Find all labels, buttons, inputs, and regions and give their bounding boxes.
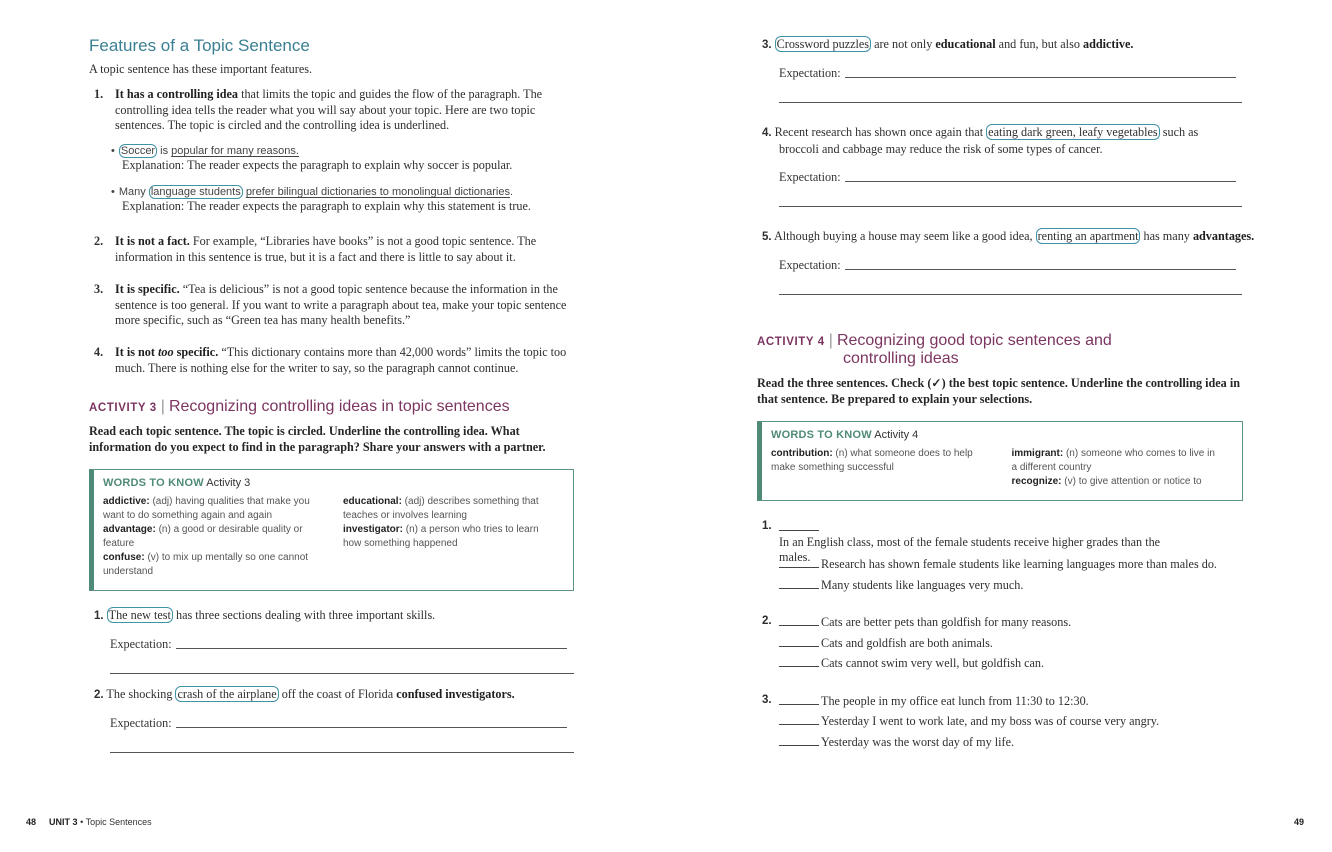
group-number: 1. bbox=[762, 520, 772, 532]
feature-text: For example, “Libraries have books” is not a good topic sentence. The bbox=[189, 234, 537, 248]
expectation-answer-line[interactable] bbox=[845, 77, 1236, 78]
item-text: off the coast of Florida bbox=[278, 687, 397, 701]
bullet: • bbox=[111, 145, 115, 157]
expectation-answer-line[interactable] bbox=[176, 727, 567, 728]
choice-text: The people in my office eat lunch from 11:30 to 12:30. bbox=[821, 694, 1089, 708]
vocab-definition: (adj) describes something that teaches or involves learning bbox=[343, 496, 539, 521]
vocab-entry bbox=[771, 447, 982, 475]
item-bold: educational bbox=[935, 37, 996, 51]
item-bold: confused investigators. bbox=[396, 687, 515, 701]
item-text: has three sections dealing with three important skills. bbox=[172, 608, 436, 622]
item-text: broccoli and cabbage may reduce the risk of some types of cancer. bbox=[779, 141, 1103, 156]
vocab-term: educational: bbox=[343, 496, 402, 507]
expectation-answer-line[interactable] bbox=[176, 648, 567, 649]
choice-text: Yesterday was the worst day of my life. bbox=[821, 735, 1015, 749]
activity-3-item-5 bbox=[762, 229, 1254, 246]
vocab-term: confuse: bbox=[103, 552, 145, 563]
expectation-answer-line[interactable] bbox=[110, 673, 574, 674]
choice-row bbox=[779, 713, 1159, 729]
choice-text: Many students like languages very much. bbox=[821, 578, 1024, 592]
activity-3-item-1 bbox=[94, 608, 435, 625]
vocab-term: recognize: bbox=[1011, 476, 1062, 487]
item-text: such as bbox=[1159, 125, 1199, 139]
instructions-line: Read each topic sentence. The topic is circled. Underline the controlling idea. What bbox=[89, 424, 520, 438]
vocab-entry bbox=[103, 551, 313, 579]
check-blank[interactable] bbox=[779, 577, 819, 589]
item-text: The shocking bbox=[106, 687, 176, 701]
bullet: • bbox=[111, 186, 115, 198]
choice-text: Yesterday I went to work late, and my boss was of course very angry. bbox=[821, 714, 1160, 728]
underlined-controlling-idea: prefer bilingual dictionaries to monolingual dictionaries bbox=[245, 186, 510, 198]
activity-3-item-4 bbox=[762, 125, 1232, 157]
words-to-know-header bbox=[771, 428, 1232, 442]
feature-bold: It has a controlling idea bbox=[115, 87, 239, 101]
group-number: 2. bbox=[762, 615, 772, 627]
item-text: and fun, but also bbox=[995, 37, 1083, 51]
vocab-definition: (n) a person who tries to learn how something happened bbox=[343, 524, 539, 549]
check-blank[interactable] bbox=[779, 614, 819, 626]
activity-label: ACTIVITY 4 bbox=[757, 336, 825, 348]
words-to-know-label: WORDS TO KNOW bbox=[103, 477, 204, 489]
separator: • bbox=[80, 817, 84, 827]
expectation-answer-line[interactable] bbox=[779, 294, 1242, 295]
check-blank[interactable] bbox=[779, 519, 819, 531]
example-pre: Many bbox=[118, 186, 149, 198]
words-to-know-header bbox=[103, 476, 563, 490]
vocab-term: advantage: bbox=[103, 524, 156, 535]
circled-topic: crash of the airplane bbox=[177, 687, 277, 701]
vocab-definition: (n) someone who comes to live in a different country bbox=[1011, 448, 1215, 473]
circled-topic: renting an apartment bbox=[1037, 229, 1139, 243]
page-number: 48 bbox=[26, 817, 37, 827]
divider: | bbox=[828, 332, 833, 349]
item-number: 2. bbox=[94, 689, 104, 701]
item-text: Recent research has shown once again that bbox=[774, 125, 987, 139]
activity-title: Recognizing controlling ideas in topic sentences bbox=[168, 398, 510, 415]
item-text: are not only bbox=[871, 37, 936, 51]
check-blank[interactable] bbox=[779, 734, 819, 746]
choice-row bbox=[779, 635, 993, 651]
vocab-entry bbox=[103, 495, 313, 523]
expectation-label: Expectation: bbox=[110, 637, 172, 651]
activity-3-item-3 bbox=[762, 37, 1133, 54]
activity-4-heading bbox=[757, 332, 1112, 350]
feature-item-2 bbox=[94, 234, 574, 265]
item-bold: advantages. bbox=[1192, 229, 1255, 243]
choice-row bbox=[779, 734, 1014, 750]
expectation-answer-line[interactable] bbox=[779, 206, 1242, 207]
unit-title: Topic Sentences bbox=[85, 817, 152, 827]
words-to-know-box bbox=[89, 469, 574, 591]
choice-text: In an English class, most of the female students receive higher grades than the males. bbox=[779, 535, 1161, 564]
choice-row bbox=[779, 693, 1089, 709]
circled-topic: eating dark green, leafy vegetables bbox=[988, 125, 1158, 139]
expectation-label: Expectation: bbox=[110, 716, 172, 730]
feature-text: information in this sentence is true, but it is a fact and there is little to say about it. bbox=[115, 249, 516, 264]
check-blank[interactable] bbox=[779, 693, 819, 705]
expectation-answer-line[interactable] bbox=[779, 102, 1242, 103]
item-text: Although buying a house may seem like a good idea, bbox=[773, 229, 1036, 243]
feature-item-3 bbox=[94, 282, 584, 329]
page-number: 49 bbox=[1294, 817, 1305, 827]
words-to-know-label: WORDS TO KNOW bbox=[771, 429, 872, 441]
feature-bold-italic: too bbox=[158, 345, 174, 359]
check-blank[interactable] bbox=[779, 713, 819, 725]
activity-title: Recognizing good topic sentences and bbox=[836, 332, 1112, 349]
choice-row bbox=[779, 577, 1023, 593]
feature-text: “Tea is delicious” is not a good topic sentence because the information in the bbox=[179, 282, 558, 296]
expectation-label: Expectation: bbox=[779, 66, 841, 80]
vocab-entry bbox=[1012, 475, 1223, 489]
item-number: 4. bbox=[762, 127, 772, 139]
item-number: 3. bbox=[762, 39, 772, 51]
activity-4-instructions bbox=[757, 376, 1257, 407]
instructions-line: that sentence. Be prepared to explain your selections. bbox=[757, 391, 1033, 406]
feature-text: sentences. The topic is circled and the controlling idea is underlined. bbox=[115, 118, 450, 133]
vocab-definition: (n) what someone does to help make something successful bbox=[771, 448, 973, 473]
circled-topic: Crossword puzzles bbox=[776, 37, 870, 51]
feature-bold: It is specific. bbox=[115, 282, 180, 296]
vocab-entry bbox=[343, 523, 553, 551]
expectation-label: Expectation: bbox=[779, 170, 841, 184]
feature-item-4 bbox=[94, 345, 584, 376]
choice-text: Cats are better pets than goldfish for many reasons. bbox=[821, 615, 1072, 629]
vocab-term: investigator: bbox=[343, 524, 404, 535]
example-explanation: Explanation: The reader expects the paragraph to explain why this statement is true. bbox=[122, 199, 531, 213]
example-2 bbox=[111, 182, 513, 200]
feature-number: 3. bbox=[94, 282, 104, 296]
feature-number: 1. bbox=[94, 87, 104, 101]
expectation-answer-line[interactable] bbox=[845, 181, 1236, 182]
check-blank[interactable] bbox=[779, 556, 819, 568]
vocab-term: immigrant: bbox=[1011, 448, 1064, 459]
vocab-entry bbox=[343, 495, 553, 523]
vocab-definition: (v) to give attention or notice to bbox=[1061, 476, 1202, 487]
page-footer-right bbox=[1294, 817, 1304, 827]
vocab-term: contribution: bbox=[771, 448, 833, 459]
expectation-label: Expectation: bbox=[779, 258, 841, 272]
choice-text: Cats and goldfish are both animals. bbox=[821, 636, 993, 650]
item-text: has many bbox=[1140, 229, 1193, 243]
instructions-line: information do you expect to find in the paragraph? Share your answers with a partner. bbox=[89, 439, 546, 454]
item-bold: addictive. bbox=[1082, 37, 1134, 51]
item-number: 5. bbox=[762, 231, 772, 243]
example-mid: is bbox=[157, 145, 172, 157]
feature-text: more specific, such as “Green tea has many health benefits.” bbox=[115, 313, 411, 328]
words-to-know-activity: Activity 3 bbox=[206, 477, 251, 489]
example-1 bbox=[111, 141, 299, 159]
activity-title-continued: controlling ideas bbox=[843, 350, 959, 367]
vocab-entry bbox=[1012, 447, 1223, 475]
feature-text: “This dictionary contains more than 42,000 words” limits the topic too bbox=[218, 345, 567, 359]
circled-topic: language students bbox=[150, 186, 241, 198]
words-to-know-activity: Activity 4 bbox=[874, 429, 919, 441]
feature-text: controlling idea tells the reader what you will say about your topic. Here are two topic bbox=[115, 102, 536, 117]
feature-number: 4. bbox=[94, 345, 104, 359]
choice-row bbox=[779, 556, 1217, 572]
feature-item-1 bbox=[94, 87, 574, 134]
activity-3-heading bbox=[89, 398, 510, 416]
circled-topic: The new test bbox=[108, 608, 171, 622]
feature-bold: It is not a fact. bbox=[115, 234, 190, 248]
underlined-controlling-idea: popular for many reasons. bbox=[171, 145, 299, 157]
vocab-term: addictive: bbox=[103, 496, 150, 507]
feature-text: that limits the topic and guides the flow of the paragraph. The bbox=[238, 87, 543, 101]
vocab-definition: (adj) having qualities that make you want to do something again and again bbox=[103, 496, 310, 521]
divider: | bbox=[160, 398, 165, 415]
expectation-answer-line[interactable] bbox=[110, 752, 574, 753]
right-page bbox=[666, 0, 1332, 852]
check-blank[interactable] bbox=[779, 655, 819, 667]
feature-number: 2. bbox=[94, 234, 104, 248]
instructions-line: Read the three sentences. Check (✓) the best topic sentence. Underline the controlling idea in bbox=[757, 376, 1240, 390]
feature-bold: It is not bbox=[115, 345, 159, 359]
example-post: . bbox=[509, 186, 514, 198]
vocab-definition: (v) to mix up mentally so one cannot understand bbox=[103, 552, 309, 577]
choice-row bbox=[779, 614, 1071, 630]
page-footer-left bbox=[26, 817, 152, 827]
item-number: 1. bbox=[94, 610, 104, 622]
expectation-answer-line[interactable] bbox=[845, 269, 1236, 270]
choice-text: Cats cannot swim very well, but goldfish can. bbox=[821, 656, 1045, 670]
feature-bold: specific. bbox=[173, 345, 219, 359]
vocab-entry bbox=[103, 523, 313, 551]
feature-text: much. There is nothing else for the writer to say, so the paragraph cannot continue. bbox=[115, 360, 519, 375]
check-blank[interactable] bbox=[779, 635, 819, 647]
section-title: Features of a Topic Sentence bbox=[89, 36, 310, 55]
activity-3-item-2 bbox=[94, 687, 515, 704]
unit-label: UNIT 3 bbox=[49, 817, 78, 827]
circled-topic: Soccer bbox=[120, 145, 156, 157]
words-to-know-box bbox=[757, 421, 1243, 501]
choice-row bbox=[779, 655, 1044, 671]
activity-label: ACTIVITY 3 bbox=[89, 402, 157, 414]
vocab-definition: (n) a good or desirable quality or feature bbox=[103, 524, 303, 549]
intro-text: A topic sentence has these important features. bbox=[89, 62, 313, 76]
feature-text: sentence is too general. If you want to write a paragraph about tea, make your topic sentence bbox=[115, 297, 567, 312]
group-number: 3. bbox=[762, 694, 772, 706]
example-explanation: Explanation: The reader expects the paragraph to explain why soccer is popular. bbox=[122, 158, 513, 172]
choice-text: Research has shown female students like learning languages more than males do. bbox=[821, 557, 1217, 571]
activity-3-instructions bbox=[89, 424, 579, 455]
